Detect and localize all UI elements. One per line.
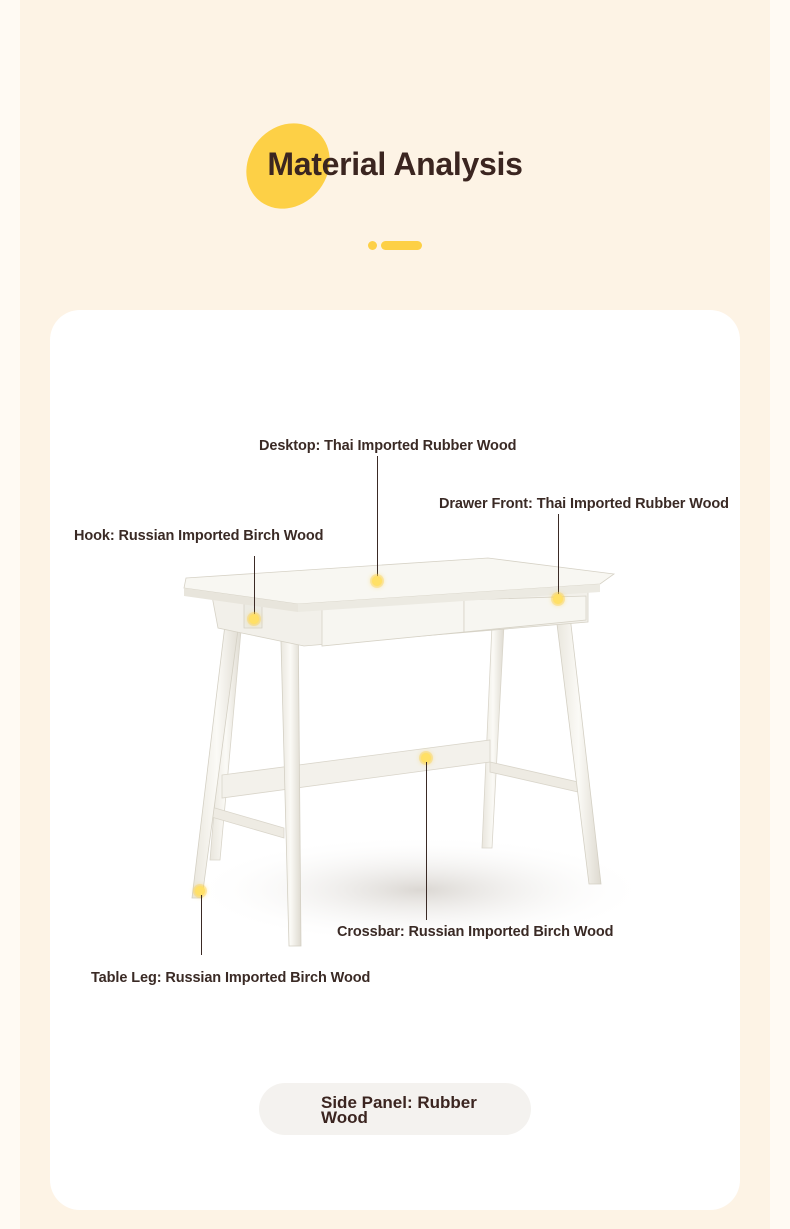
leader-drawer-front bbox=[558, 514, 559, 598]
hotspot-hook[interactable] bbox=[249, 614, 259, 624]
page-title: Material Analysis bbox=[267, 146, 523, 182]
right-side-stretcher bbox=[490, 762, 578, 792]
leader-table-leg bbox=[201, 895, 202, 955]
callout-crossbar: Crossbar: Russian Imported Birch Wood bbox=[337, 924, 614, 940]
leader-crossbar bbox=[426, 762, 427, 920]
leader-hook bbox=[254, 556, 255, 618]
side-panel-label: Side Panel: Rubber Wood bbox=[321, 1093, 477, 1127]
callout-hook: Hook: Russian Imported Birch Wood bbox=[74, 528, 324, 544]
callout-desktop: Desktop: Thai Imported Rubber Wood bbox=[259, 438, 517, 454]
leader-desktop bbox=[377, 456, 378, 580]
hotspot-desktop[interactable] bbox=[372, 576, 382, 586]
hotspot-table-leg[interactable] bbox=[195, 886, 205, 896]
callout-drawer-front: Drawer Front: Thai Imported Rubber Wood bbox=[439, 496, 729, 512]
callout-table-leg: Table Leg: Russian Imported Birch Wood bbox=[91, 970, 371, 986]
side-panel-badge bbox=[259, 1083, 531, 1135]
hotspot-drawer-front[interactable] bbox=[553, 594, 563, 604]
back-right-leg bbox=[482, 625, 504, 848]
crossbar-rail bbox=[222, 740, 490, 798]
front-right-leg bbox=[556, 616, 601, 884]
